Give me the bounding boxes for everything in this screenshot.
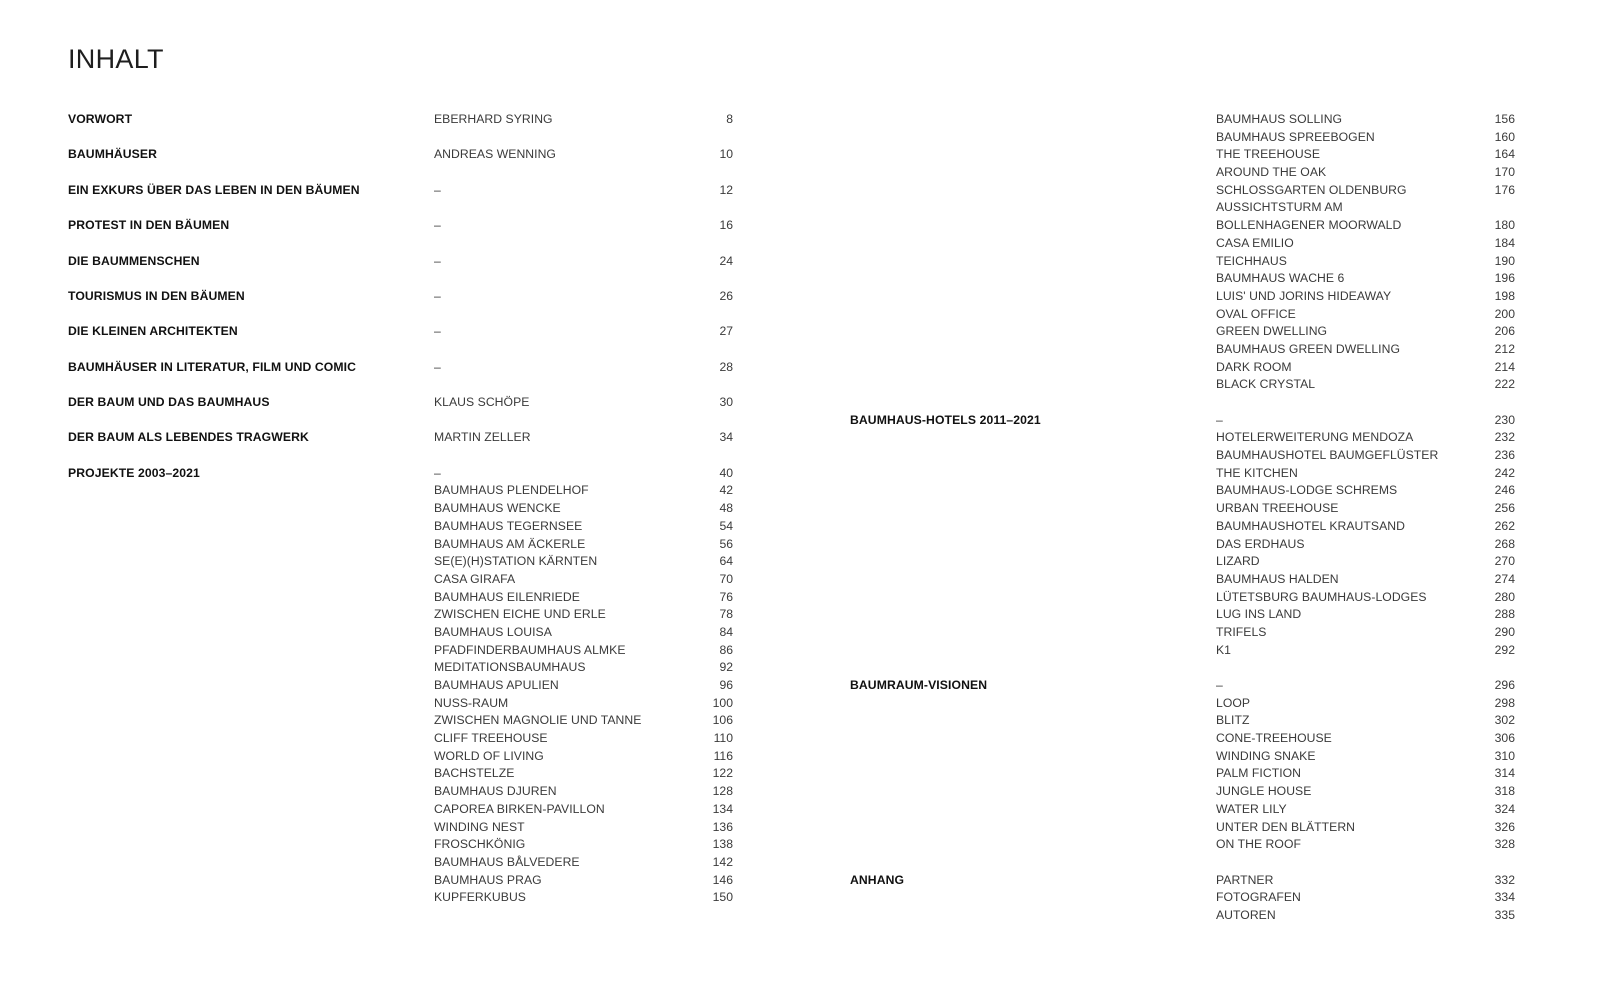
toc-page-number: 8	[726, 112, 733, 126]
toc-section	[68, 465, 733, 907]
toc-page-number: 288	[1494, 607, 1515, 622]
toc-section-title: DIE BAUMMENSCHEN	[68, 253, 200, 268]
toc-page-number: 56	[719, 536, 733, 551]
toc-section-title: VORWORT	[68, 112, 133, 126]
toc-page-number: 92	[719, 660, 733, 675]
toc-page-number: 84	[719, 624, 733, 639]
toc-page-number: 326	[1494, 819, 1515, 834]
toc-row[interactable]	[850, 748, 1515, 766]
toc-entry-label: –	[1216, 678, 1223, 693]
toc-page-number: 30	[719, 395, 733, 409]
toc-row[interactable]	[850, 730, 1515, 748]
toc-row[interactable]	[850, 712, 1515, 730]
toc-section	[68, 182, 733, 200]
toc-page-number: 110	[713, 731, 733, 746]
toc-entry-label: K1	[1216, 642, 1232, 657]
toc-entry-label: MARTIN ZELLER	[434, 430, 531, 445]
toc-section-title: PROJEKTE 2003–2021	[68, 465, 200, 480]
toc-row[interactable]	[68, 182, 733, 200]
toc-entry-label: ANDREAS WENNING	[434, 147, 556, 162]
toc-page-number: 156	[1494, 112, 1515, 126]
toc-row[interactable]	[68, 253, 733, 271]
toc-row[interactable]	[850, 306, 1515, 324]
toc-entry-label: BLACK CRYSTAL	[1216, 377, 1316, 392]
toc-entry-label: –	[434, 182, 441, 197]
toc-entry-label: BAUMHAUS TEGERNSEE	[434, 518, 583, 533]
toc-left-column	[68, 111, 733, 907]
toc-entry-label: LÜTETSBURG BAUMHAUS-LODGES	[1216, 589, 1427, 604]
toc-section	[850, 872, 1515, 925]
toc-page-number: 180	[1494, 218, 1515, 233]
toc-page-number: 314	[1494, 766, 1515, 781]
toc-page-number: 280	[1494, 589, 1515, 604]
toc-entry-label: WINDING SNAKE	[1216, 748, 1316, 763]
toc-entry-label: BAUMHAUS WENCKE	[434, 501, 561, 516]
toc-entry-label: –	[1216, 412, 1223, 427]
toc-entry-label: AUSSICHTSTURM AM BOLLENHAGENER MOORWALD	[1216, 200, 1402, 233]
toc-row[interactable]	[68, 819, 733, 837]
toc-row[interactable]	[68, 482, 733, 500]
toc-row[interactable]	[850, 111, 1515, 129]
toc-page-number: 296	[1494, 678, 1515, 693]
toc-page-number: 184	[1494, 235, 1515, 250]
toc-row[interactable]	[68, 730, 733, 748]
toc-row[interactable]	[850, 836, 1515, 854]
toc-page-number: 16	[719, 218, 733, 233]
toc-page-number: 142	[712, 854, 733, 869]
toc-page-number: 318	[1494, 784, 1515, 799]
toc-section-title: DIE KLEINEN ARCHITEKTEN	[68, 324, 238, 339]
toc-page-number: 198	[1494, 288, 1515, 303]
toc-row[interactable]	[68, 659, 733, 677]
toc-section	[68, 323, 733, 341]
toc-page-number: 100	[712, 695, 733, 710]
toc-row[interactable]	[68, 146, 733, 164]
toc-page-number: 268	[1494, 536, 1515, 551]
toc-entry-label: CAPOREA BIRKEN-PAVILLON	[434, 801, 605, 816]
toc-page-number: 212	[1494, 341, 1515, 356]
toc-row[interactable]	[850, 589, 1515, 607]
toc-row[interactable]	[68, 323, 733, 341]
toc-row[interactable]	[68, 288, 733, 306]
toc-row[interactable]	[850, 518, 1515, 536]
section-spacer	[68, 306, 733, 324]
toc-row[interactable]	[850, 253, 1515, 271]
toc-page-number: 310	[1494, 748, 1515, 763]
toc-row[interactable]	[68, 872, 733, 890]
toc-row[interactable]	[68, 748, 733, 766]
toc-section	[850, 677, 1515, 854]
toc-row[interactable]	[68, 712, 733, 730]
toc-page-number: 270	[1494, 554, 1515, 569]
toc-entry-label: BAUMHAUS-LODGE SCHREMS	[1216, 483, 1398, 498]
toc-page-number: 76	[719, 589, 733, 604]
toc-page-number: 262	[1494, 518, 1515, 533]
toc-row[interactable]	[68, 854, 733, 872]
toc-row[interactable]	[68, 429, 733, 447]
toc-section-title: DER BAUM UND DAS BAUMHAUS	[68, 395, 270, 409]
toc-entry-label: JUNGLE HOUSE	[1216, 784, 1312, 799]
section-spacer	[68, 235, 733, 253]
toc-page-number: 306	[1494, 731, 1515, 746]
toc-entry-label: FROSCHKÖNIG	[434, 837, 526, 852]
toc-section-title: BAUMHÄUSER	[68, 147, 158, 162]
toc-entry-label: ZWISCHEN MAGNOLIE UND TANNE	[434, 713, 642, 728]
section-spacer	[68, 376, 733, 394]
toc-row[interactable]	[850, 323, 1515, 341]
toc-row[interactable]	[850, 129, 1515, 147]
toc-row[interactable]	[850, 465, 1515, 483]
toc-page-number: 214	[1494, 359, 1515, 374]
toc-entry-label: DAS ERDHAUS	[1216, 536, 1305, 551]
toc-page-number: 190	[1494, 253, 1515, 268]
toc-row[interactable]	[68, 889, 733, 907]
toc-section-title: PROTEST IN DEN BÄUMEN	[68, 218, 230, 233]
section-spacer	[68, 270, 733, 288]
section-spacer	[68, 199, 733, 217]
toc-entry-label: KLAUS SCHÖPE	[434, 395, 530, 409]
toc-page-number: 128	[712, 784, 733, 799]
toc-section	[68, 394, 733, 412]
toc-row[interactable]	[850, 359, 1515, 377]
toc-row[interactable]	[850, 500, 1515, 518]
toc-entry-label: –	[434, 465, 441, 480]
toc-entry-label: BAUMHAUS EILENRIEDE	[434, 589, 580, 604]
toc-row[interactable]	[68, 606, 733, 624]
toc-page-number: 122	[712, 766, 733, 781]
toc-entry-label: FOTOGRAFEN	[1216, 890, 1301, 905]
toc-page-number: 40	[719, 465, 733, 480]
toc-section	[68, 359, 733, 377]
toc-page-number: 236	[1494, 448, 1515, 463]
toc-section	[68, 253, 733, 271]
toc-page-number: 200	[1494, 306, 1515, 321]
toc-row[interactable]	[850, 447, 1515, 465]
toc-row[interactable]	[68, 465, 733, 483]
toc-entry-label: KUPFERKUBUS	[434, 890, 526, 905]
toc-entry-label: BAUMHAUS AM ÄCKERLE	[434, 536, 586, 551]
toc-page-number: 28	[719, 359, 733, 374]
toc-page-number: 290	[1494, 624, 1515, 639]
toc-row[interactable]	[850, 235, 1515, 253]
toc-entry-label: ON THE ROOF	[1216, 837, 1301, 852]
toc-entry-label: WORLD OF LIVING	[434, 748, 544, 763]
toc-page-number: 34	[719, 430, 733, 445]
toc-entry-label: CASA GIRAFA	[434, 571, 516, 586]
toc-page-number: 24	[719, 253, 733, 268]
toc-row[interactable]	[850, 765, 1515, 783]
toc-row[interactable]	[68, 217, 733, 235]
toc-row[interactable]	[68, 571, 733, 589]
toc-row[interactable]	[68, 359, 733, 377]
toc-entry-label: EBERHARD SYRING	[434, 112, 553, 126]
toc-entry-label: PARTNER	[1216, 872, 1274, 887]
toc-row[interactable]	[850, 182, 1515, 200]
toc-entry-label: CASA EMILIO	[1216, 235, 1294, 250]
toc-entry-label: –	[434, 253, 441, 268]
toc-row[interactable]	[68, 111, 733, 129]
toc-section	[68, 217, 733, 235]
toc-row[interactable]	[68, 589, 733, 607]
toc-row[interactable]	[850, 412, 1515, 430]
toc-entry-label: BAUMHAUS BÅLVEDERE	[434, 854, 580, 869]
toc-page-number: 106	[712, 713, 733, 728]
toc-page-number: 134	[712, 801, 733, 816]
toc-row[interactable]	[850, 642, 1515, 660]
toc-entry-label: DARK ROOM	[1216, 359, 1292, 374]
toc-section	[850, 111, 1515, 394]
toc-page-number: 298	[1494, 695, 1515, 710]
section-spacer	[68, 164, 733, 182]
toc-row[interactable]	[850, 553, 1515, 571]
toc-section	[850, 412, 1515, 660]
toc-entry-label: LOOP	[1216, 695, 1251, 710]
toc-row[interactable]	[850, 146, 1515, 164]
toc-page-number: 256	[1494, 501, 1515, 516]
toc-page-number: 160	[1494, 129, 1515, 144]
section-spacer	[850, 659, 1515, 677]
toc-section	[68, 288, 733, 306]
toc-entry-label: THE TREEHOUSE	[1216, 147, 1321, 162]
toc-row[interactable]	[68, 765, 733, 783]
toc-page-number: 138	[712, 837, 733, 852]
toc-entry-label: LUIS' UND JORINS HIDEAWAY	[1216, 288, 1392, 303]
toc-row[interactable]	[850, 819, 1515, 837]
toc-row[interactable]	[850, 536, 1515, 554]
toc-entry-label: SCHLOSSGARTEN OLDENBURG	[1216, 182, 1407, 197]
toc-entry-label: BAUMHAUS PRAG	[434, 872, 542, 887]
toc-entry-label: BAUMHAUS GREEN DWELLING	[1216, 341, 1400, 356]
toc-page-number: 27	[719, 324, 733, 339]
toc-entry-label: GREEN DWELLING	[1216, 324, 1328, 339]
toc-row[interactable]	[850, 872, 1515, 890]
toc-row[interactable]	[850, 482, 1515, 500]
toc-row[interactable]	[850, 199, 1515, 234]
toc-entry-label: BAUMHAUS WACHE 6	[1216, 271, 1345, 286]
toc-row[interactable]	[850, 606, 1515, 624]
toc-row[interactable]	[68, 642, 733, 660]
toc-entry-label: CONE-TREEHOUSE	[1216, 731, 1332, 746]
toc-entry-label: THE KITCHEN	[1216, 465, 1298, 480]
toc-entry-label: HOTELERWEITERUNG MENDOZA	[1216, 430, 1414, 445]
toc-page-number: 292	[1494, 642, 1515, 657]
toc-row[interactable]	[850, 164, 1515, 182]
toc-page-number: 328	[1494, 837, 1515, 852]
toc-page-number: 274	[1494, 571, 1515, 586]
toc-section	[68, 146, 733, 164]
toc-entry-label: LUG INS LAND	[1216, 607, 1302, 622]
toc-row[interactable]	[68, 553, 733, 571]
toc-section	[68, 429, 733, 447]
toc-page-number: 302	[1494, 713, 1515, 728]
toc-page-number: 230	[1494, 412, 1515, 427]
section-spacer	[68, 447, 733, 465]
toc-entry-label: TRIFELS	[1216, 624, 1267, 639]
toc-page-number: 196	[1494, 271, 1515, 286]
toc-row[interactable]	[68, 536, 733, 554]
toc-page-number: 136	[712, 819, 733, 834]
toc-row[interactable]	[68, 695, 733, 713]
toc-page-number: 70	[719, 571, 733, 586]
section-spacer	[850, 854, 1515, 872]
toc-section-title: ANHANG	[850, 872, 905, 887]
toc-section-title: BAUMRAUM-VISIONEN	[850, 678, 988, 693]
toc-entry-label: BAUMHAUS HALDEN	[1216, 571, 1339, 586]
toc-page-number: 242	[1494, 465, 1515, 480]
toc-page-number: 86	[719, 642, 733, 657]
toc-row[interactable]	[68, 394, 733, 412]
toc-row[interactable]	[850, 429, 1515, 447]
toc-row[interactable]	[850, 288, 1515, 306]
toc-entry-label: LIZARD	[1216, 554, 1260, 569]
toc-entry-label: MEDITATIONSBAUMHAUS	[434, 660, 586, 675]
toc-entry-label: BAUMHAUS DJUREN	[434, 784, 557, 799]
toc-page-number: 222	[1494, 377, 1515, 392]
toc-entry-label: BLITZ	[1216, 713, 1250, 728]
toc-page-number: 176	[1494, 182, 1515, 197]
toc-entry-label: OVAL OFFICE	[1216, 306, 1296, 321]
toc-entry-label: CLIFF TREEHOUSE	[434, 731, 548, 746]
toc-entry-label: BAUMHAUS SPREEBOGEN	[1216, 129, 1375, 144]
toc-row[interactable]	[68, 801, 733, 819]
toc-row[interactable]	[850, 783, 1515, 801]
toc-page-number: 206	[1494, 324, 1515, 339]
toc-entry-label: BAUMHAUS APULIEN	[434, 678, 559, 692]
toc-page-number: 78	[719, 607, 733, 622]
toc-entry-label: –	[434, 324, 441, 339]
toc-row[interactable]	[850, 695, 1515, 713]
toc-entry-label: ZWISCHEN EICHE UND ERLE	[434, 607, 606, 622]
toc-row[interactable]	[68, 518, 733, 536]
toc-page-number: 150	[712, 890, 733, 905]
toc-row[interactable]	[68, 836, 733, 854]
section-spacer	[68, 129, 733, 147]
toc-section-title: DER BAUM ALS LEBENDES TRAGWERK	[68, 430, 309, 445]
toc-entry-label: AROUND THE OAK	[1216, 165, 1327, 180]
toc-row[interactable]	[850, 801, 1515, 819]
toc-page-number: 116	[713, 748, 733, 763]
toc-entry-label: BACHSTELZE	[434, 766, 515, 781]
toc-row[interactable]	[850, 907, 1515, 925]
toc-page-number: 26	[719, 288, 733, 303]
toc-entry-label: –	[434, 288, 441, 303]
toc-page-number: 12	[719, 182, 733, 197]
toc-right-column	[850, 111, 1515, 925]
toc-section-title: BAUMHÄUSER IN LITERATUR, FILM UND COMIC	[68, 359, 357, 374]
page-title: INHALT	[68, 44, 164, 74]
toc-row[interactable]	[850, 624, 1515, 642]
toc-row[interactable]	[850, 270, 1515, 288]
toc-row[interactable]	[850, 376, 1515, 394]
toc-page-number: 335	[1494, 907, 1515, 922]
toc-page-number: 64	[719, 554, 733, 569]
toc-row[interactable]	[850, 571, 1515, 589]
toc-entry-label: SE(E)(H)STATION KÄRNTEN	[434, 554, 598, 569]
toc-entry-label: BAUMHAUSHOTEL KRAUTSAND	[1216, 518, 1405, 533]
toc-entry-label: BAUMHAUS LOUISA	[434, 624, 552, 639]
toc-entry-label: BAUMHAUS PLENDELHOF	[434, 483, 589, 498]
toc-entry-label: WATER LILY	[1216, 801, 1287, 816]
toc-entry-label: PALM FICTION	[1216, 766, 1302, 781]
toc-section-title: BAUMHAUS-HOTELS 2011–2021	[850, 412, 1041, 427]
toc-entry-label: –	[434, 359, 441, 374]
section-spacer	[68, 412, 733, 430]
toc-entry-label: WINDING NEST	[434, 819, 525, 834]
toc-page-number: 146	[712, 872, 733, 887]
toc-row[interactable]	[68, 783, 733, 801]
section-spacer	[850, 394, 1515, 412]
toc-page-number: 332	[1494, 872, 1515, 887]
toc-page-number: 170	[1494, 165, 1515, 180]
toc-page-number: 246	[1494, 483, 1515, 498]
toc-page-number: 48	[719, 501, 733, 516]
toc-page-number: 334	[1494, 890, 1515, 905]
toc-entry-label: PFADFINDERBAUMHAUS ALMKE	[434, 642, 626, 657]
toc-entry-label: BAUMHAUS SOLLING	[1216, 112, 1343, 126]
toc-entry-label: –	[434, 218, 441, 233]
toc-section-title: TOURISMUS IN DEN BÄUMEN	[68, 288, 245, 303]
toc-row[interactable]	[850, 889, 1515, 907]
toc-page-number: 232	[1494, 430, 1515, 445]
toc-row[interactable]	[68, 677, 733, 695]
toc-page-number: 10	[719, 147, 733, 162]
toc-row[interactable]	[68, 624, 733, 642]
toc-entry-label: AUTOREN	[1216, 907, 1276, 922]
toc-page-number: 96	[719, 678, 733, 692]
toc-page-number: 324	[1494, 801, 1515, 816]
toc-page-number: 54	[719, 518, 733, 533]
toc-row[interactable]	[68, 500, 733, 518]
toc-entry-label: TEICHHAUS	[1216, 253, 1287, 268]
toc-page-number: 42	[719, 483, 733, 498]
toc-entry-label: URBAN TREEHOUSE	[1216, 501, 1339, 516]
toc-entry-label: UNTER DEN BLÄTTERN	[1216, 819, 1356, 834]
toc-section-title: EIN EXKURS ÜBER DAS LEBEN IN DEN BÄUMEN	[68, 182, 360, 197]
toc-entry-label: NUSS-RAUM	[434, 695, 509, 710]
toc-entry-label: BAUMHAUSHOTEL BAUMGEFLÜSTER	[1216, 448, 1439, 463]
toc-section	[68, 111, 733, 129]
toc-row[interactable]	[850, 341, 1515, 359]
section-spacer	[68, 341, 733, 359]
toc-row[interactable]	[850, 677, 1515, 695]
toc-page-number: 164	[1494, 147, 1515, 162]
